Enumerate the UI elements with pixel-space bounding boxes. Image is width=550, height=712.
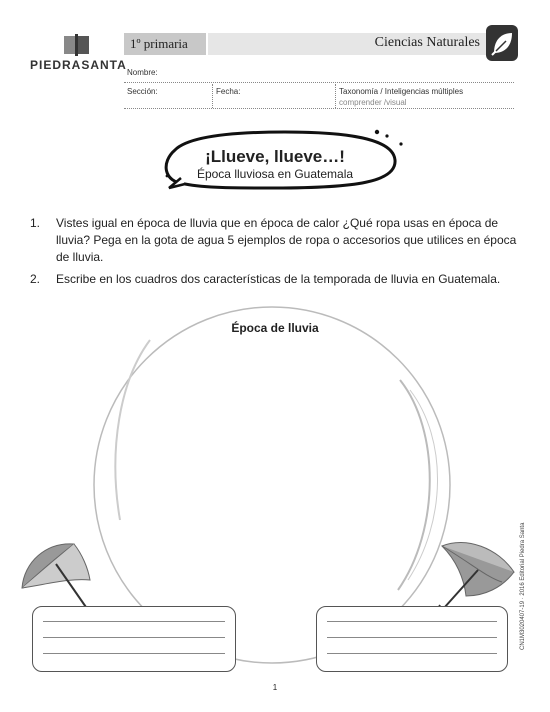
umbrella-icon [18, 534, 100, 614]
writing-line [327, 621, 497, 622]
answer-box-left[interactable] [32, 606, 236, 672]
subject-title: Ciencias Naturales [374, 35, 480, 50]
raindrop-shine [115, 340, 150, 520]
nombre-line[interactable] [124, 82, 514, 83]
seccion-label: Sección: [127, 87, 158, 96]
instruction-number: 1. [30, 216, 41, 230]
drop-title: Época de lluvia [231, 321, 319, 335]
instruction-1 [30, 215, 520, 266]
writing-line [43, 637, 225, 638]
writing-line [327, 653, 497, 654]
fecha-label: Fecha: [216, 87, 241, 96]
instruction-text: Vistes igual en época de lluvia que en época de calor ¿Qué ropa usas en época de lluvia? Pega en la gota de agua 5 ejemplos de ropa o accesorios que utilices en época de lluvia. [56, 216, 517, 264]
page-subtitle: Época lluviosa en Guatemala [196, 167, 354, 181]
instruction-number: 2. [30, 272, 41, 286]
publisher-logo: PIEDRASANTA [30, 58, 127, 72]
seccion-line [124, 108, 514, 109]
writing-line [43, 653, 225, 654]
divider [212, 84, 213, 108]
umbrella-icon [432, 530, 522, 612]
leaf-icon [486, 25, 518, 61]
copyright-text: CN1M3020407-19 · 2016 Editorial Piedra Santa [520, 522, 526, 650]
taxonomia-label: Taxonomía / Inteligencias múltiples [339, 87, 464, 96]
divider [335, 84, 336, 108]
writing-line [43, 621, 225, 622]
taxonomia-values: comprender /visual [339, 98, 407, 107]
answer-box-right[interactable] [316, 606, 508, 672]
grade-label: 1º primaria [124, 33, 206, 55]
nombre-label: Nombre: [127, 68, 158, 77]
instruction-text: Escribe en los cuadros dos características de la temporada de lluvia en Guatemala. [56, 272, 501, 286]
book-icon [62, 34, 92, 56]
writing-line [327, 637, 497, 638]
page-title: ¡Llueve, llueve…! [205, 147, 345, 166]
raindrop-shine [398, 380, 430, 590]
page-number: 1 [272, 683, 278, 692]
instruction-2 [30, 271, 520, 288]
